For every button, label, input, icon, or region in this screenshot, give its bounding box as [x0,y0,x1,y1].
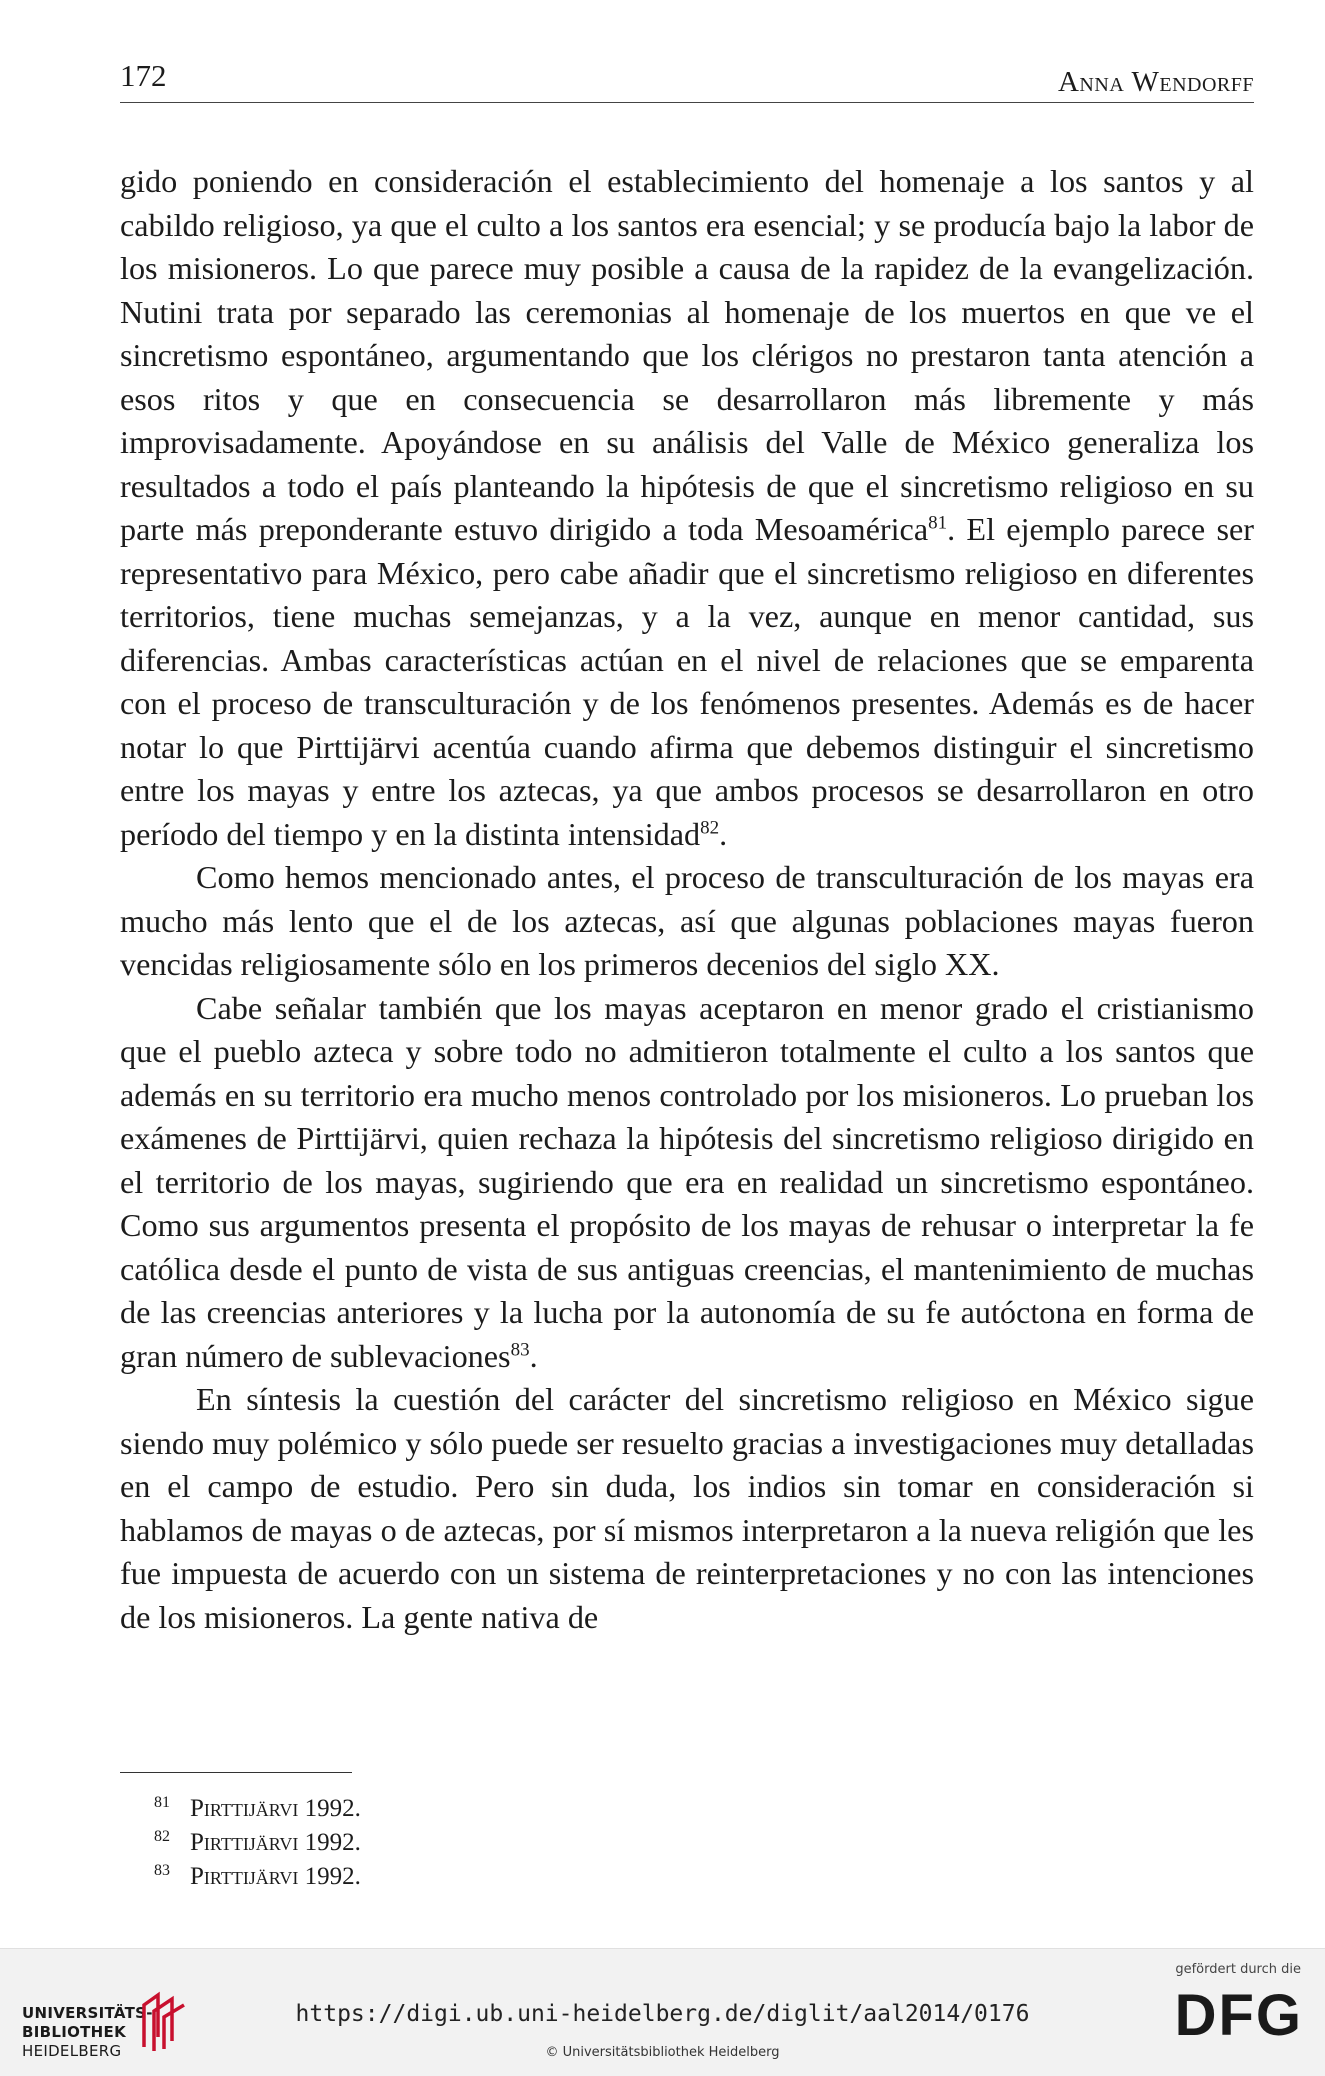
footnote-author: Pirttijärvi [190,1863,299,1890]
funding-note: gefördert durch die [1175,1962,1301,1977]
footnote-reference[interactable]: 81 [928,512,948,534]
paragraph: Cabe señalar también que los mayas aceptaron en menor grado el cristianismo que el pueblo azteca y sobre todo no admitieron totalmente el culto a los santos que además en su territorio era mucho menos controlado por los misioneros. Lo prueban los exámenes de Pirttijärvi, quien rechaza la hipótesis del sincretismo religioso dirigido en el territorio de los mayas, sugiriendo que era en realidad un sincretismo espontáneo. Como sus argumentos presenta el propósito de los mayas de rehusar o interpretar la fe católica desde el punto de vista de sus antiguas creencias, el mantenimiento de muchas de las creencias anteriores y la lucha por la autonomía de su fe autóctona en forma de gran número de sublevaciones$^{83}$. [120,989,1254,1374]
footnote-year: 1992. [304,1795,361,1822]
footnote-rule [120,1772,352,1773]
footnote-reference[interactable]: 82 [700,816,720,838]
body-text [120,160,1254,1639]
library-logo-text[interactable]: UNIVERSITÄTS- BIBLIOTHEK HEIDELBERG [22,2004,153,2060]
footnotes [154,1792,361,1894]
footnote-author: Pirttijärvi [190,1829,299,1856]
footnote-year: 1992. [304,1829,361,1856]
copyright-notice: © Universitätsbibliothek Heidelberg [545,2045,780,2060]
paragraph: En síntesis la cuestión del carácter del sincretismo religioso en México sigue siendo muy polémico y sólo puede ser resuelto gracias a investigaciones muy detalladas en el campo de estudio. Pero sin duda, los indios sin tomar en consideración si hablamos de mayas o de aztecas, por sí mismos interpretaron a la nueva religión que les fue impuesta de acuerdo con un sistema de reinterpretaciones y no con las intenciones de los misioneros. La gente nativa de [120,1381,1254,1635]
footnote-reference[interactable]: 83 [510,1338,530,1360]
paragraph: Como hemos mencionado antes, el proceso de transculturación de los mayas era mucho más lento que el de los aztecas, así que algunas poblaciones mayas fueron vencidas religiosamente sólo en los primeros decenios del siglo XX. [120,859,1254,982]
footnote: 81 Pirttijärvi 1992. [154,1793,361,1822]
footnote: 83 Pirttijärvi 1992. [154,1861,361,1890]
header-rule [120,102,1254,103]
footnote-year: 1992. [304,1863,361,1890]
footnote: 82 Pirttijärvi 1992. [154,1827,361,1856]
footnote-author: Pirttijärvi [190,1795,299,1822]
running-head: Anna Wendorff [1057,66,1254,98]
permalink-url[interactable]: https://digi.ub.uni-heidelberg.de/diglit/aal2014/0176 [295,2001,1030,2027]
paragraph: gido poniendo en consideración el establecimiento del homenaje a los santos y al cabildo religioso, ya que el culto a los santos era esencial; y se producía bajo la labor de los misioneros. Lo que parece muy posible a causa de la rapidez de la evangelización. Nutini trata por separado las ceremonias al homenaje de los muertos en que ve el sincretismo espontáneo, argumentando que los clérigos no prestaron tanta atención a esos ritos y que en consecuencia se desarrollaron más libremente y más improvisadamente. Apoyándose en su análisis del Valle de México generaliza los resultados a todo el país planteando la hipótesis de que el sincretismo religioso en su parte más preponderante estuvo dirigido a toda Mesoamérica$^{81}$. El ejemplo parece ser representativo para México, pero cabe añadir que el sincretismo religioso en diferentes territorios, tiene muchas semejanzas, y a la vez, aunque en menor cantidad, sus diferencias. Ambas características actúan en el nivel de relaciones que se emparenta con el proceso de transculturación y de los fenómenos presentes. Además es de hacer notar lo que Pirttijärvi acentúa cuando afirma que debemos distinguir el sincretismo entre los mayas y entre los aztecas, ya que ambos procesos se desarrollaron en otro período del tiempo y en la distinta intensidad$^{82}$. [120,163,1254,852]
footer-bar [0,1948,1325,2076]
page-number: 172 [120,58,167,93]
dfg-logo[interactable]: DFG [1174,1983,1303,2048]
